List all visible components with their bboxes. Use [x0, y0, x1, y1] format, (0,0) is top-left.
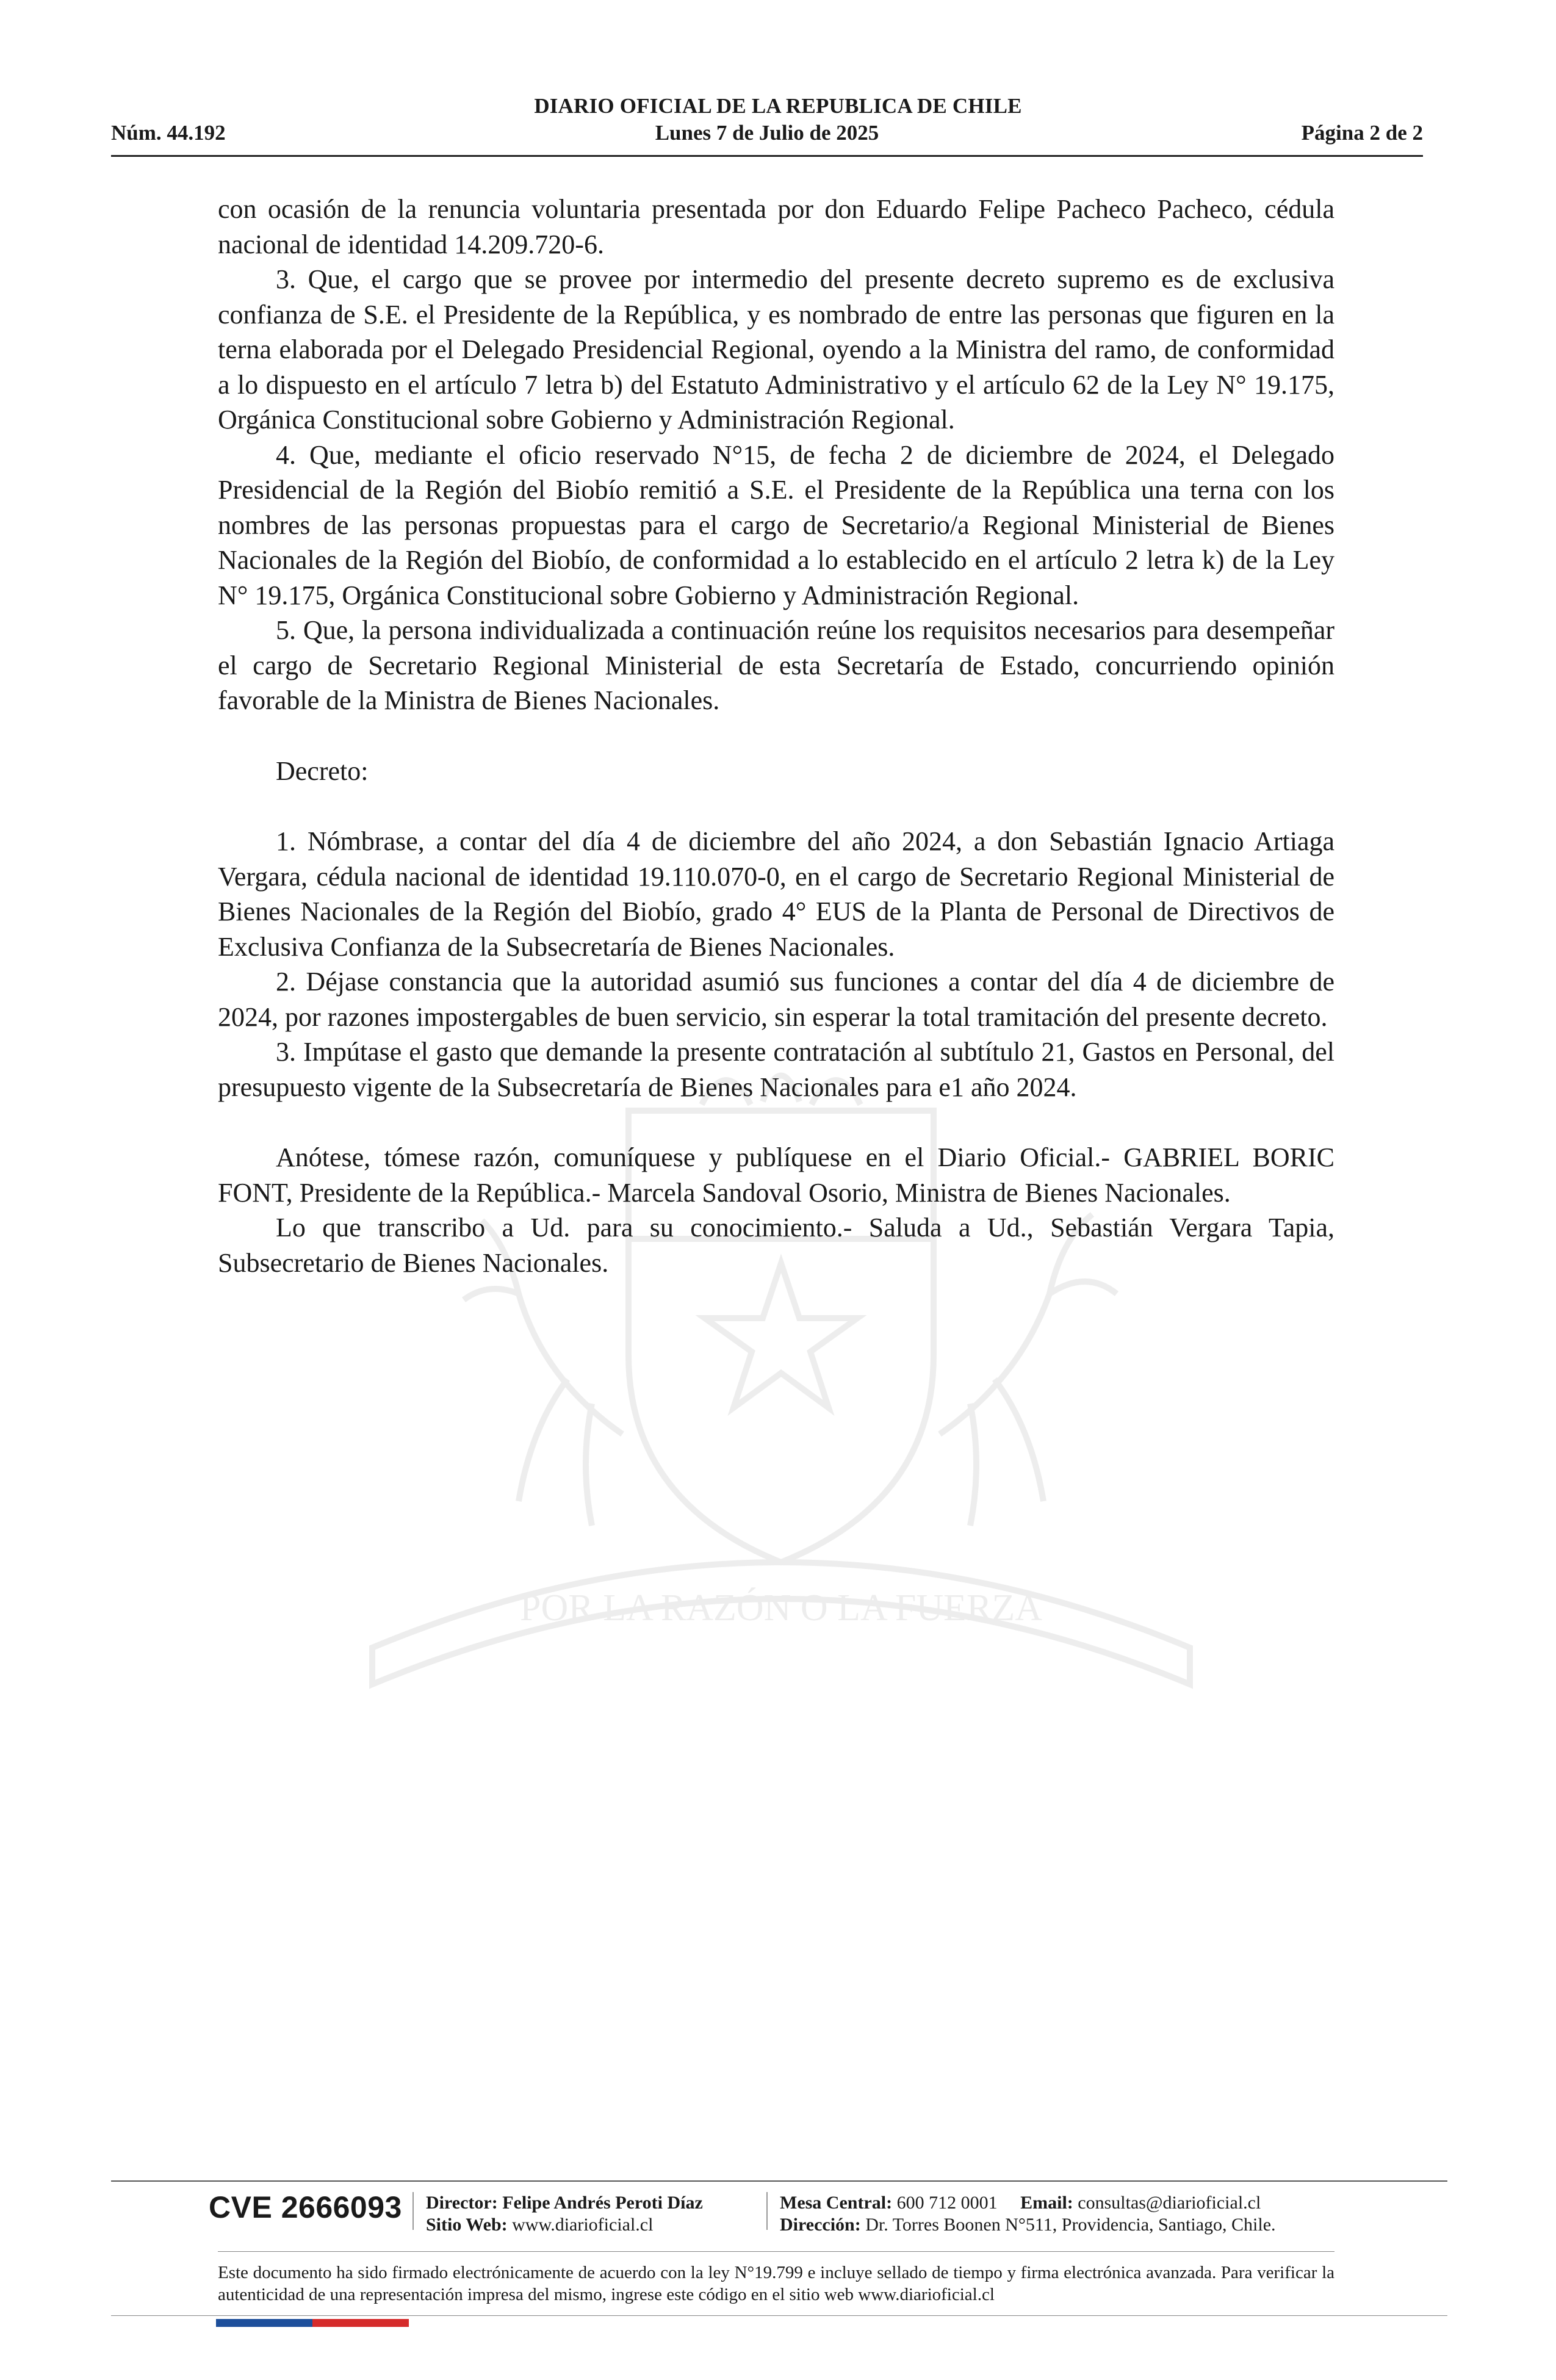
paragraph-article-1: 1. Nómbrase, a contar del día 4 de diciembre del año 2024, a don Sebastián Ignacio Artiaga Vergara, cédula nacional de identidad 19.110.070-0, en el cargo de Secretario Regional Ministerial de Bienes Nacionales de la Región del Biobío, grado 4° EUS de la Planta de Personal de Directivos de Exclusiva Confianza de la Subsecretaría de Bienes Nacionales. — [218, 826, 1334, 962]
footer-divider-top — [111, 2180, 1447, 2182]
cve-code: CVE 2666093 — [209, 2190, 402, 2224]
header-row — [111, 121, 1423, 148]
footer-divider-mid — [218, 2251, 1334, 2252]
footer-divider-bottom — [111, 2315, 1447, 2316]
footer-director-block — [426, 2192, 703, 2236]
paragraph-considerando-4: 4. Que, mediante el oficio reservado N°15, de fecha 2 de diciembre de 2024, el Delegado Presidencial de la Región del Biobío remitió a S.E. el Presidente de la República una terna con los nombres de las personas propuestas para el cargo de Secretario/a Regional Ministerial de Bienes Nacionales de la Región del Biobío, de conformidad a lo establecido en el artículo 2 letra k) de la Ley N° 19.175, Orgánica Constitucional sobre Gobierno y Administración Regional. — [218, 439, 1334, 610]
issue-number: Núm. 44.192 — [111, 121, 226, 145]
paragraph-continuation: con ocasión de la renuncia voluntaria presentada por don Eduardo Felipe Pacheco Pacheco, cédula nacional de identidad 14.209.720-6. — [218, 194, 1334, 259]
paragraph-considerando-3: 3. Que, el cargo que se provee por intermedio del presente decreto supremo es de exclusiva confianza de S.E. el Presidente de la República, y es nombrado de entre las personas que figuren en la terna elaborada por el Delegado Presidencial Regional, oyendo a la Ministra del ramo, de conformidad a lo dispuesto en el artículo 7 letra b) del Estatuto Administrativo y el artículo 62 de la Ley N° 19.175, Orgánica Constitucional sobre Gobierno y Administración Regional. — [218, 264, 1334, 435]
paragraph-article-2: 2. Déjase constancia que la autoridad asumió sus funciones a contar del día 4 de diciembre de 2024, por razones impostergables de buen servicio, sin esperar la total tramitación del presente decreto. — [218, 967, 1334, 1032]
director-label: Director: — [426, 2193, 498, 2213]
decree-body — [218, 192, 1334, 1280]
mesa-label: Mesa Central: — [780, 2193, 893, 2213]
issue-date: Lunes 7 de Julio de 2025 — [655, 121, 879, 145]
flag-stripe-red — [312, 2319, 409, 2327]
footer-separator — [412, 2192, 414, 2230]
paragraph-article-3: 3. Impútase el gasto que demande la presente contratación al subtítulo 21, Gastos en Personal, del presupuesto vigente de la Subsecretaría de Bienes Nacionales para e1 año 2024. — [218, 1037, 1334, 1102]
website-label: Sitio Web: — [426, 2215, 508, 2235]
footer-legal-notice: Este documento ha sido firmado electrónicamente de acuerdo con la ley N°19.799 e incluye sellado de tiempo y firma electrónica avanzada. Para verificar la autenticidad de una representación impresa del mismo, ingrese este código en el sitio web www.diarioficial.cl — [218, 2263, 1334, 2304]
director-name: Felipe Andrés Peroti Díaz — [502, 2193, 703, 2213]
watermark-motto: POR LA RAZÓN O LA FUERZA — [519, 1587, 1043, 1629]
decree-heading: Decreto: — [276, 755, 369, 786]
mesa-phone: 600 712 0001 — [896, 2193, 998, 2213]
footer-contact-block — [780, 2192, 1276, 2236]
website-link[interactable]: www.diarioficial.cl — [512, 2215, 654, 2235]
paragraph-transcription: Lo que transcribo a Ud. para su conocimiento.- Saluda a Ud., Sebastián Vergara Tapia, Subsecretario de Bienes Nacionales. — [218, 1213, 1334, 1278]
flag-stripe — [216, 2319, 409, 2327]
email-label: Email: — [1020, 2193, 1073, 2213]
page-indicator: Página 2 de 2 — [1301, 121, 1423, 145]
address-value: Dr. Torres Boonen N°511, Providencia, Santiago, Chile. — [865, 2215, 1276, 2235]
paragraph-signatures: Anótese, tómese razón, comuníquese y publíquese en el Diario Oficial.- GABRIEL BORIC FONT, Presidente de la República.- Marcela Sandoval Osorio, Ministra de Bienes Nacionales. — [218, 1142, 1334, 1208]
flag-stripe-blue — [216, 2319, 312, 2327]
address-label: Dirección: — [780, 2215, 861, 2235]
publication-title: DIARIO OFICIAL DE LA REPUBLICA DE CHILE — [534, 94, 1022, 118]
footer-separator — [766, 2192, 768, 2230]
email-link[interactable]: consultas@diarioficial.cl — [1078, 2193, 1261, 2213]
header-divider — [111, 155, 1423, 157]
paragraph-considerando-5: 5. Que, la persona individualizada a continuación reúne los requisitos necesarios para desempeñar el cargo de Secretario Regional Ministerial de esta Secretaría de Estado, concurriendo opinión favorable de la Ministra de Bienes Nacionales. — [218, 615, 1334, 715]
